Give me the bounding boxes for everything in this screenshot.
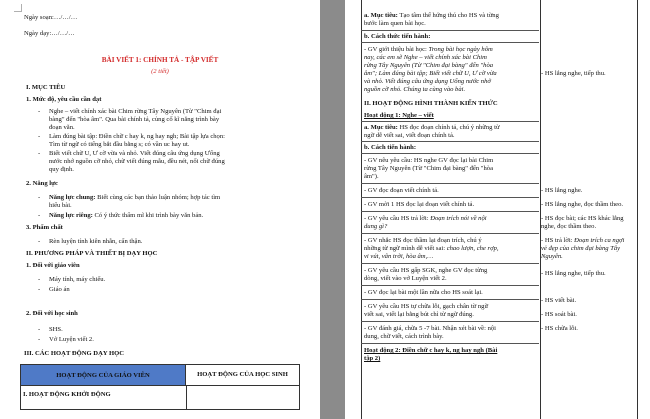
text-line: và nhỏ. Viết đúng câu ứng dụng Uống nước nhớ — [364, 78, 491, 85]
activity-1-heading: Hoạt động 1: Nghe – viết — [364, 112, 434, 119]
text-line: dòng, viết vào vở Luyện viết 2. — [364, 275, 447, 282]
teacher-item: Giáo án — [49, 286, 70, 293]
row-divider — [361, 263, 539, 264]
bullet-line: Nghe – viết chính xác bài Chim rừng Tây Nguyên (Từ "Chim đại — [49, 108, 222, 115]
row-divider — [361, 299, 539, 300]
text-line: âm"). — [364, 173, 379, 180]
teacher-step: - GV đọc đoạn viết chính tả. — [364, 187, 439, 194]
student-response: Nguyên. — [541, 253, 563, 260]
subsection-qualities: 3. Phẩm chất — [26, 224, 63, 231]
text-line: bước làm quen bài học. — [364, 20, 426, 27]
header-teacher-activities: HOẠT ĐỘNG CỦA GIÁO VIÊN — [21, 365, 186, 385]
row-divider — [361, 321, 539, 322]
text-line: nguồn cỡ nhỏ. Chúng ta cùng vào bài. — [364, 86, 466, 93]
quality-item: Rèn luyện tính kiên nhẫn, cẩn thận. — [49, 238, 143, 245]
text-line: - GV nhắc HS đọc thầm lại đoạn trích, chú ý — [364, 237, 482, 244]
text-line: vi vút, vân trời, hòa âm,… — [364, 253, 434, 260]
competence-general: Năng lực chung: Biết cùng các bạn thảo luận nhóm; hợp tác tìm — [49, 194, 221, 201]
right-page — [345, 0, 650, 419]
row-divider — [361, 121, 539, 122]
student-response: - HS soát bài. — [541, 311, 577, 318]
bullet-dash: - — [38, 238, 41, 245]
student-response: - HS lắng nghe. — [541, 187, 583, 194]
student-response: - HS lắng nghe, đọc thầm theo. — [541, 201, 624, 208]
left-page — [0, 0, 320, 419]
subsection-students: 2. Đối với học sinh — [26, 310, 78, 317]
bullet-dash: - — [38, 133, 41, 140]
text-line: ngữ dễ viết sai, viết đoạn chính tả. — [364, 132, 455, 139]
table-row — [20, 386, 300, 410]
text-line: - GV yêu cầu HS tự chữa lỗi, gạch chân từ ngữ — [364, 303, 489, 310]
subsection-teacher: 1. Đối với giáo viên — [26, 262, 80, 269]
teacher-intro: - GV giới thiệu bài học: Trong bài học ngày hôm — [364, 46, 493, 53]
row-divider — [361, 197, 539, 198]
row-divider — [361, 183, 539, 184]
row-divider — [361, 141, 539, 142]
bullet-dash: - — [38, 336, 41, 343]
text-line: dung, chữ viết, cách trình bày. — [364, 333, 444, 340]
row-divider — [361, 153, 539, 154]
date-prepared: Ngày soạn:…/…/… — [24, 14, 78, 21]
bullet-dash: - — [38, 108, 41, 115]
section-activities: III. CÁC HOẠT ĐỘNG DẠY HỌC — [24, 350, 125, 357]
row-warmup: I. HOẠT ĐỘNG KHỞI ĐỘNG — [23, 391, 111, 398]
bullet-dash: - — [38, 212, 41, 219]
text-line: âm"; Làm đúng bài tập; Biết viết chữ U, Ư cỡ vừa — [364, 70, 497, 77]
bullet-line: Làm đúng bài tập: Điền chữ c hay k, ng hay ngh; Bài tập lựa chọn: — [49, 133, 225, 140]
activity-2-heading: tập 2) — [364, 355, 381, 362]
row-divider — [361, 42, 539, 43]
date-taught: Ngày dạy:…/…/… — [24, 30, 75, 37]
student-item: Vở Luyện viết 2. — [49, 336, 94, 343]
subsection-competence: 2. Năng lực — [26, 180, 58, 187]
student-response: - HS viết bài. — [541, 297, 577, 304]
text-line: nay, các em sẽ Nghe – viết chính xác bài Chim — [364, 54, 487, 61]
bullet-dash: - — [38, 194, 41, 201]
text-line: rừng Tây Nguyên (Từ "Chim đại bàng" đến "hòa — [364, 62, 494, 69]
student-item: SHS. — [49, 326, 63, 333]
lesson-subtitle: (2 tiết) — [151, 68, 169, 75]
activity-2-heading: Hoạt động 2: Điền chữ c hay k, ng hay ngh (Bài — [364, 347, 498, 354]
subsection-requirements: 1. Mức độ, yêu cầu cần đạt — [26, 96, 102, 103]
lesson-title: BÀI VIẾT 1: CHÍNH TẢ - TẬP VIẾT — [101, 56, 219, 64]
text-line: - GV nêu yêu cầu: HS nghe GV đọc lại bài Chim — [364, 157, 494, 164]
bullet-dash: - — [38, 286, 41, 293]
bullet-line: nước nhớ nguồn cỡ nhỏ, chữ viết đúng mẫu, đều nét, nối chữ đúng — [49, 158, 225, 165]
row-divider — [361, 285, 539, 286]
bullet-line: quy định. — [49, 166, 74, 173]
bullet-line: đoạn văn. — [49, 124, 75, 131]
text-line: - GV yêu cầu HS gấp SGK, nghe GV đọc từng — [364, 267, 488, 274]
section-knowledge: II. HOẠT ĐỘNG HÌNH THÀNH KIẾN THỨC — [364, 100, 498, 107]
student-response: - HS lắng nghe, tiếp thu. — [541, 270, 606, 277]
student-response: - HS chữa lỗi. — [541, 325, 578, 332]
method-heading: b. Cách tiến hành: — [364, 144, 417, 151]
bullet-dash: - — [38, 150, 41, 157]
bullet-line: Biết viết chữ U, Ư cỡ vừa và nhỏ. Viết đúng câu ứng dụng Ưống — [49, 150, 220, 157]
text-line: dung gì? — [364, 223, 388, 230]
competence-specific: Năng lực riêng: Có ý thức thẩm mĩ khi trình bày văn bản. — [49, 212, 204, 219]
row-divider — [361, 233, 539, 234]
row-divider — [361, 343, 539, 344]
activities-table-header — [20, 364, 300, 386]
text-line: viết sai, viết lại bằng bút chì từ ngữ đúng. — [364, 311, 474, 318]
row-divider — [361, 30, 539, 31]
teacher-step: - GV đọc lại bài một lần nữa cho HS soát lại. — [364, 289, 483, 296]
teacher-item: Máy tính, máy chiếu. — [49, 276, 106, 283]
text-line: những từ ngữ mình dễ viết sai: chao lượn, che rợp, — [364, 245, 499, 252]
teacher-step: - GV mời 1 HS đọc lại đoạn viết chính tả. — [364, 201, 475, 208]
student-response: nghe, đọc thầm theo. — [541, 223, 597, 230]
bullet-line: hiểu bài. — [49, 202, 72, 209]
header-student-activities: HOẠT ĐỘNG CỦA HỌC SINH — [197, 371, 288, 378]
bullet-line: Tìm từ ngữ có tiếng bắt đầu bằng s; có vần uc hay ut. — [49, 141, 190, 148]
method-heading: b. Cách thức tiến hành: — [364, 33, 431, 40]
bullet-line: bàng" đến "hòa âm". Qua bài chính tả, củng cố kĩ năng trình bày — [49, 116, 220, 123]
bullet-dash: - — [38, 326, 41, 333]
margin-corner-mark — [14, 4, 22, 12]
objective-line: a. Mục tiêu: Tạo tâm thế hứng thú cho HS và từng — [364, 12, 499, 19]
text-line: rừng Tây Nguyên (Từ "Chim đại bàng" đến "hòa — [364, 165, 493, 172]
objective-line: a. Mục tiêu: HS đọc đoạn chính tả, chú ý những từ — [364, 124, 500, 131]
row-divider — [361, 211, 539, 212]
bullet-dash: - — [38, 276, 41, 283]
student-response: - HS trả lời: Đoạn trích ca ngợi — [541, 237, 625, 244]
text-line: - GV đánh giá, chữa 5 -7 bài. Nhận xét bài về: nội — [364, 325, 496, 332]
student-response: - HS đọc bài; các HS khác lắng — [541, 215, 624, 222]
student-response: vẻ đẹp của chim đại bàng Tây — [541, 245, 621, 252]
section-methods: II. PHƯƠNG PHÁP VÀ THIẾT BỊ DẠY HỌC — [26, 250, 158, 257]
student-response: - HS lắng nghe, tiếp thu. — [541, 70, 606, 77]
teacher-step: - GV yêu cầu HS trả lời: Đoạn trích nói về nội — [364, 215, 487, 222]
section-objectives: I. MỤC TIÊU — [26, 84, 66, 91]
